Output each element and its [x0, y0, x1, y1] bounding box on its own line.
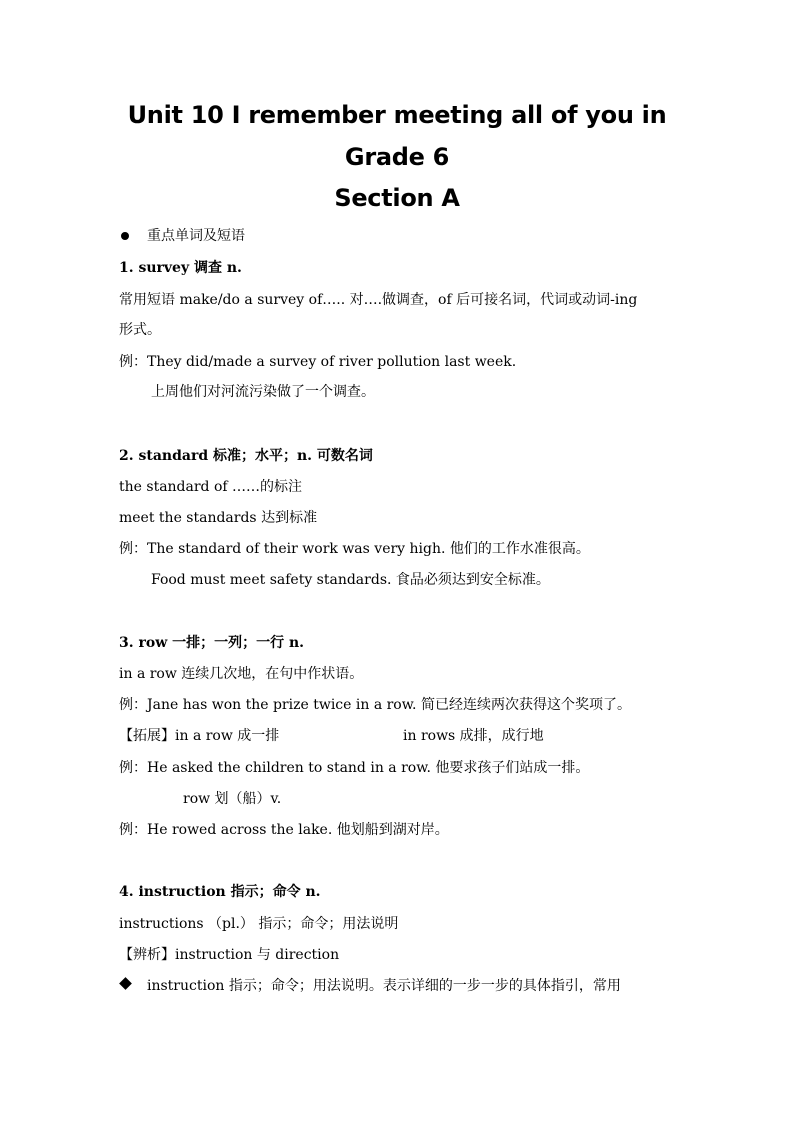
- entry-row-head: 3. row 一排；一列；一行 n.: [119, 635, 305, 651]
- entry-row-example-1: 例：Jane has won the prize twice in a row. 简已经连续两次获得这个奖项了。: [119, 697, 631, 713]
- diamond-bullet-icon: [119, 977, 132, 990]
- entry-standard-example-1: 例：The standard of their work was very high. 他们的工作水准很高。: [119, 541, 590, 557]
- document-title-line-3: Section A: [334, 184, 460, 212]
- entry-survey-example-cn: 上周他们对河流污染做了一个调查。: [151, 384, 375, 400]
- entry-survey-example-en: 例：They did/made a survey of river pollution last week.: [119, 354, 517, 370]
- section-heading: 重点单词及短语: [147, 228, 245, 244]
- entry-standard-example-2: Food must meet safety standards. 食品必须达到安全标准。: [151, 572, 550, 588]
- entry-row-example-3: 例：He rowed across the lake. 他划船到湖对岸。: [119, 822, 449, 838]
- entry-instruction-head: 4. instruction 指示；命令 n.: [119, 884, 321, 900]
- entry-instruction-phrase-3: instruction 指示；命令；用法说明。表示详细的一步一步的具体指引，常用: [147, 978, 621, 994]
- entry-row-example-2: 例：He asked the children to stand in a row. 他要求孩子们站成一排。: [119, 760, 590, 776]
- entry-survey-head: 1. survey 调查 n.: [119, 260, 242, 276]
- entry-standard-head: 2. standard 标准；水平；n. 可数名词: [119, 448, 373, 464]
- entry-survey-phrase-cont: 形式。: [119, 322, 161, 338]
- entry-row-extension: 【拓展】in a row 成一排: [119, 728, 280, 744]
- entry-survey-phrase: 常用短语 make/do a survey of….. 对….做调查，of 后可接名词，代词或动词-ing: [119, 292, 638, 308]
- document-title-line-2: Grade 6: [344, 143, 450, 171]
- entry-instruction-phrase-2: 【辨析】instruction 与 direction: [119, 947, 340, 963]
- entry-row-phrase-1: in a row 连续几次地，在句中作状语。: [119, 666, 364, 682]
- entry-standard-phrase-2: meet the standards 达到标准: [119, 510, 318, 526]
- entry-row-extension-right: in rows 成排，成行地: [403, 728, 544, 744]
- bullet-dot-icon: [121, 232, 129, 240]
- document-title-line-1: Unit 10 I remember meeting all of you in: [127, 101, 667, 129]
- entry-instruction-phrase-1: instructions （pl.） 指示；命令；用法说明: [119, 916, 399, 932]
- entry-row-phrase-2: row 划（船）v.: [183, 791, 282, 807]
- entry-standard-phrase-1: the standard of ……的标注: [119, 479, 303, 495]
